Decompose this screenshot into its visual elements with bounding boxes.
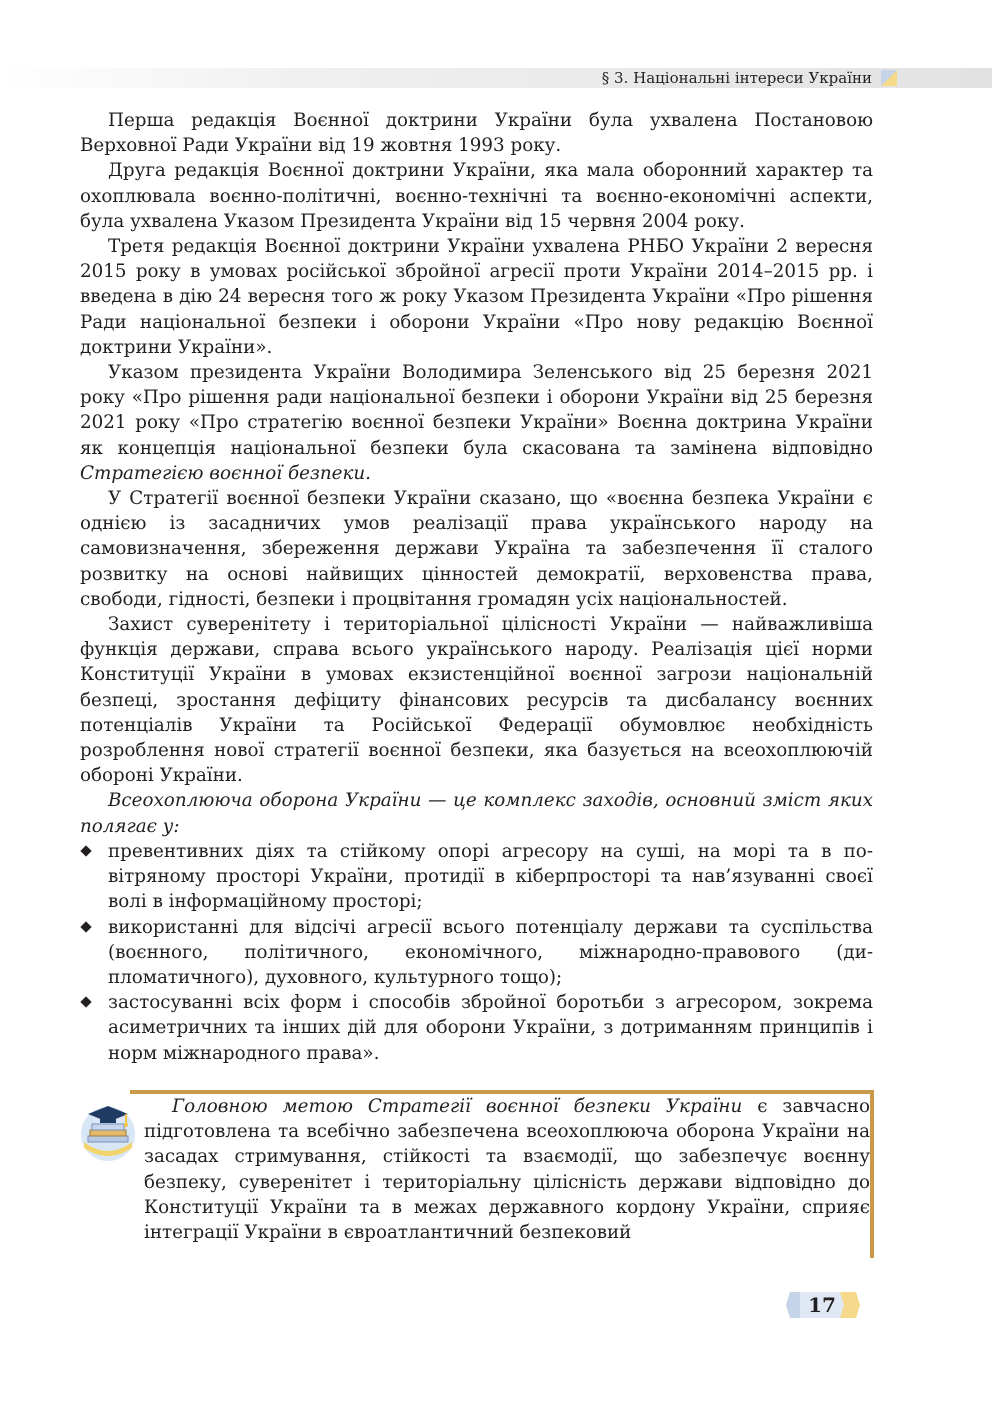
callout-body: є завчасно підготовлена та всебічно забезпечена всеохоплююча оборона України на засадах стримування, стійкості та взаємодії, що забезпечує воєнну безпеку, суверенітет і територіальну цілісність держави відповідно до Конституції України та в межах державного кордону України, сприяє інтеграції України в євроатлантичний безпековий (144, 1096, 870, 1244)
diamond-bullet-icon (80, 845, 91, 856)
diamond-bullet-icon (80, 921, 91, 932)
callout-box (144, 1094, 870, 1245)
paragraph-5: У Стратегії воєнної безпеки України сказано, що «воєнна безпека України є однією із засадничих умов реалізації права українського народу на самовизначення, збереження держави Україна та забезпечення її сталого розвитку на основі найвищих цінностей демократії, верховенства права, свободи, гідності, безпеки і процвітання громадян усіх національностей. (80, 488, 873, 610)
header-corner-decoration (881, 70, 897, 86)
definition-lead: Всеохоплююча оборона України — це комплекс заходів, основний зміст яких полягає у: (80, 790, 873, 837)
paragraph-4-emphasis: Стратегією воєнної безпеки. (80, 462, 371, 484)
list-item (80, 839, 873, 915)
main-text (80, 108, 873, 1066)
callout-text (144, 1094, 870, 1245)
graduation-cap-books-icon (74, 1098, 144, 1162)
paragraph-4 (80, 360, 873, 486)
paragraph-7 (80, 788, 873, 838)
chapter-title: § 3. Національні інтереси України (601, 69, 872, 87)
list-item (80, 990, 873, 1066)
paragraph-6: Захист суверенітету і територіальної цілісності України — найважливіша функція держави, справа всього українського народу. Реалізація цієї норми Конституції України в умовах екзистенційної воєнної загрози національній безпеці, зростання дефіциту фінансових ресурсів та дисбалансу воєнних потенціалів України та Російської Федерації обумовлює необхідність розроблення нової стратегії воєнної безпеки, яка базується на всеохоплюючій обороні України. (80, 614, 873, 787)
diamond-bullet-icon (80, 996, 91, 1007)
callout-border-right (870, 1090, 874, 1258)
list-item-text: застосуванні всіх форм і способів збройної боротьби з агресором, зокрема асиметричних та інших дій для оборони України, з дотриманням принципів і норм міжнародного права». (108, 992, 873, 1064)
list-item-text: превентивних діях та стійкому опорі агресору на суші, на морі та в повітряному просторі України, протидії в кіберпросторі та нав’язуванні своєї волі в інформаційному просторі; (108, 840, 873, 913)
paragraph-2: Друга редакція Воєнної доктрини України, яка мала оборонний характер та охоплювала воєнно-політичні, воєнно-технічні та воєнно-економічні аспекти, була ухвалена Указом Президента України від 15 червня 2004 року. (80, 160, 873, 232)
bullet-list (80, 839, 873, 1066)
page-number: 17 (808, 1293, 836, 1317)
list-item (80, 915, 873, 991)
paragraph-3: Третя редакція Воєнної доктрини України ухвалена РНБО України 2 вересня 2015 року в умовах російської збройної агресії проти України 2014–2015 рр. і введена в дію 24 вересня того ж року Указом Президента України «Про рішення Ради національної безпеки і оборони України «Про нову редакцію Воєнної доктрини України». (80, 236, 873, 358)
paragraph-4-text: Указом президента України Володимира Зеленського від 25 березня 2021 року «Про рішення ради національної безпеки і оборони України від 25 березня 2021 року «Про стратегію воєнної безпеки України» Воєнна доктрина України як концепція національної безпеки була скасована та замінена відповідно (80, 362, 873, 459)
paragraph-1: Перша редакція Воєнної доктрини України була ухвалена Постановою Верховної Ради України від 19 жовтня 1993 року. (80, 110, 873, 157)
list-item-text: використанні для відсічі агресії всього потенціалу держави та суспільства (воєнного, політичного, економічного, міжнародно-правового (дипломатичного), духовного, культурного тощо); (108, 916, 873, 988)
callout-emphasis: Головною метою Стратегії воєнної безпеки України (172, 1096, 743, 1117)
